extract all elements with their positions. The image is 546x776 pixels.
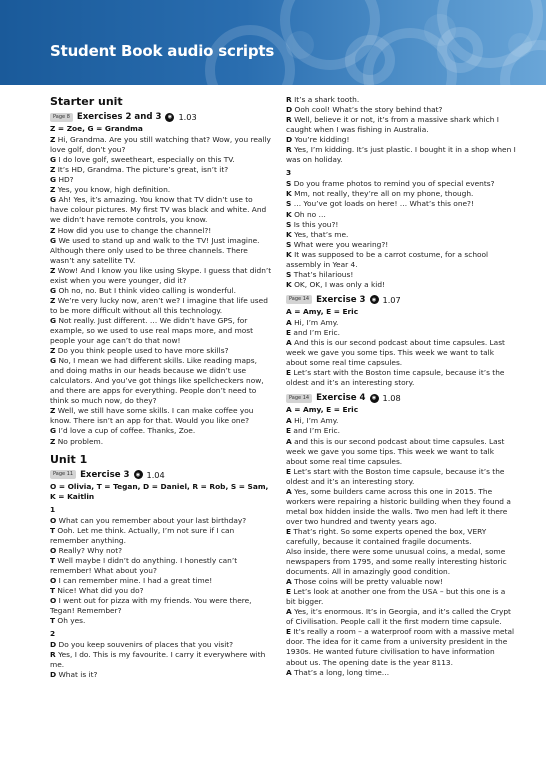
speaker-initial: D xyxy=(286,105,293,115)
dialogue-text: … You’ve got loads on here! … What’s this one?! xyxy=(293,199,474,209)
dialogue-text: HD? xyxy=(58,175,74,185)
dialogue xyxy=(286,179,516,290)
dialogue-text: Yes, you know, high definition. xyxy=(57,185,171,195)
dialogue-text: That’s hilarious! xyxy=(293,269,354,279)
dialogue-text: Not really. Just different. … We didn’t have GPS, for example, so we used to use real maps more, and most people your age can’t do that now! xyxy=(50,315,254,346)
dialogue-line xyxy=(50,356,272,406)
dialogue-line xyxy=(286,627,516,667)
part-number: 2 xyxy=(50,629,56,639)
exercise-header xyxy=(50,112,272,122)
dialogue-text: and I’m Eric. xyxy=(293,328,340,338)
speaker-initial: T xyxy=(50,586,56,596)
dialogue-line xyxy=(286,199,516,209)
dialogue-line xyxy=(286,280,516,290)
dialogue-line xyxy=(50,316,272,346)
speaker-key: O = Olivia, T = Tegan, D = Daniel, R = Rob, S = Sam, K = Kaitlin xyxy=(50,481,269,501)
dialogue-line xyxy=(50,516,272,526)
dialogue-text: Ooh cool! What’s the story behind that? xyxy=(294,105,443,115)
dialogue-line xyxy=(286,607,516,627)
dialogue-text: It was supposed to be a carrot costume, for a school assembly in Year 4. xyxy=(286,249,489,269)
speaker-initial: E xyxy=(286,526,292,536)
dialogue-line xyxy=(50,546,272,556)
dialogue-line xyxy=(50,185,272,195)
dialogue-line xyxy=(286,179,516,189)
dialogue-line xyxy=(286,487,516,527)
speaker-initial: A xyxy=(286,416,292,426)
dialogue-line xyxy=(50,616,272,626)
dialogue-line xyxy=(286,145,516,165)
speaker-initial: A xyxy=(286,317,292,327)
dialogue-text: Also inside, there were some unusual coins, a medal, some newspapers from 1795, and some really interesting historic documents. All in amazingly good condition. xyxy=(286,547,507,577)
speaker-initial: S xyxy=(286,219,292,229)
dialogue-text: Ooh. Let me think. Actually, I’m not sure if I can remember anything. xyxy=(50,525,235,545)
track-number: 1.03 xyxy=(178,112,197,122)
dialogue-text: Mm, not really, they’re all on my phone, though. xyxy=(294,189,474,199)
speaker-initial: Z xyxy=(50,346,56,356)
speaker-key: Z = Zoe, G = Grandma xyxy=(50,124,143,134)
track-number: 1.04 xyxy=(146,469,165,480)
dialogue-line xyxy=(286,135,516,145)
dialogue-line xyxy=(286,95,516,105)
dialogue-line xyxy=(286,210,516,220)
dialogue-text: Yes, some builders came across this one in 2015. The workers were repairing a historic building when they found a metal box hidden inside the walls. Two men had left it there over two hundred and twenty years ago. xyxy=(286,486,511,526)
dialogue-line xyxy=(50,596,272,616)
track-number: 1.08 xyxy=(382,393,401,404)
dialogue-text: Do you frame photos to remind you of special events? xyxy=(293,179,495,189)
speaker-initial: G xyxy=(50,426,57,436)
dialogue-text: And this is our second podcast about time capsules. Last week we gave you some tips. This week we want to talk about some real time capsules. xyxy=(286,338,505,368)
dialogue-text: No problem. xyxy=(57,436,104,446)
dialogue-text: That’s right. So some experts opened the box, VERY carefully, because it contained fragile documents. xyxy=(286,526,487,546)
speaker-initial: R xyxy=(286,95,292,104)
speaker-initial: K xyxy=(286,249,292,259)
speaker-initial: R xyxy=(286,145,292,155)
dialogue-text: We used to stand up and walk to the TV! Just imagine. Although there only used to be three channels. There wasn’t any satellite TV. xyxy=(50,235,260,265)
dialogue-text: Yes, that’s me. xyxy=(294,229,349,239)
dialogue xyxy=(50,135,272,446)
speaker-initial: Z xyxy=(50,135,56,145)
audio-icon: ◉ xyxy=(134,470,143,479)
dialogue-text: Yes, it’s enormous. It’s in Georgia, and it’s called the Crypt of Civilisation. People call it the first modern time capsule. xyxy=(286,607,511,627)
dialogue-text: I can remember mine. I had a great time! xyxy=(58,576,213,586)
dialogue-line xyxy=(50,670,272,680)
dialogue-line xyxy=(50,226,272,236)
dialogue-line xyxy=(286,467,516,487)
dialogue-text: Ah! Yes, it’s amazing. You know that TV didn’t use to have colour pictures. My first TV was black and white. And we didn’t have remote controls, you know. xyxy=(50,195,267,225)
exercise-title: Exercises 2 and 3 xyxy=(76,112,162,122)
dialogue-text: I do love golf, sweetheart, especially on this TV. xyxy=(58,155,235,165)
dialogue-line xyxy=(50,586,272,596)
page-tag: Page 8 xyxy=(50,113,73,122)
dialogue-line xyxy=(286,437,516,467)
dialogue-text: Do you keep souvenirs of places that you visit? xyxy=(58,640,234,650)
speaker-initial: O xyxy=(50,545,57,555)
speaker-initial: E xyxy=(286,627,292,637)
audio-icon: ◉ xyxy=(370,295,379,304)
dialogue-text: What is it? xyxy=(58,670,98,680)
dialogue-text: Let’s start with the Boston time capsule, because it’s the oldest and it’s an interesting story. xyxy=(286,466,505,486)
speaker-initial: E xyxy=(286,466,292,476)
dialogue-line xyxy=(286,270,516,280)
dialogue-line xyxy=(50,650,272,670)
dialogue-line xyxy=(286,577,516,587)
dialogue-line xyxy=(286,587,516,607)
dialogue-line xyxy=(50,296,272,316)
dialogue-text: Hi, I’m Amy. xyxy=(294,317,339,327)
speaker-initial: E xyxy=(286,587,292,597)
speaker-initial: D xyxy=(286,135,293,145)
dialogue-line xyxy=(286,547,516,577)
dialogue-text: Let’s look at another one from the USA – but this one is a bit bigger. xyxy=(286,587,506,607)
dialogue xyxy=(50,640,272,680)
dialogue-line xyxy=(286,115,516,135)
dialogue-text: Do you think people used to have more skills? xyxy=(57,346,229,356)
dialogue-line xyxy=(286,368,516,388)
dialogue-line xyxy=(50,346,272,356)
dialogue-line xyxy=(50,165,272,175)
track-number: 1.07 xyxy=(382,294,401,305)
dialogue xyxy=(286,416,516,677)
dialogue-text: Hi, Grandma. Are you still watching that? Wow, you really love golf, don’t you? xyxy=(50,135,271,155)
dialogue-line xyxy=(286,416,516,426)
dialogue-text: How did you use to change the channel?! xyxy=(57,225,212,235)
speaker-initial: S xyxy=(286,239,292,249)
dialogue-text: Is this you?! xyxy=(293,219,339,229)
speaker-initial: E xyxy=(286,328,292,338)
dialogue-text: It’s a shark tooth. xyxy=(294,95,360,104)
speaker-initial: K xyxy=(286,279,292,289)
dialogue-line xyxy=(50,195,272,225)
dialogue xyxy=(286,95,516,165)
dialogue-text: What were you wearing?! xyxy=(293,239,389,249)
dialogue-text: Well, we still have some skills. I can make coffee you know. There isn’t an app for that. Would you like one? xyxy=(50,406,254,426)
dialogue-line xyxy=(50,556,272,576)
unit-title-starter: Starter unit xyxy=(50,95,123,108)
page-tag: Page 14 xyxy=(286,394,312,403)
page-tag: Page 14 xyxy=(286,295,312,304)
dialogue-line xyxy=(50,175,272,185)
speaker-initial: O xyxy=(50,596,57,606)
dialogue-line xyxy=(286,105,516,115)
speaker-initial: T xyxy=(50,555,56,565)
dialogue-line xyxy=(286,230,516,240)
speaker-initial: Z xyxy=(50,165,56,175)
dialogue-line xyxy=(286,318,516,328)
dialogue-line xyxy=(50,640,272,650)
dialogue-line xyxy=(286,338,516,368)
dialogue-text: Wow! And I know you like using Skype. I guess that didn’t exist when you were younger, did it? xyxy=(50,265,272,285)
speaker-initial: K xyxy=(286,209,292,219)
speaker-initial: G xyxy=(50,195,57,205)
speaker-initial: G xyxy=(50,315,57,325)
dialogue-text: Those coins will be pretty valuable now! xyxy=(294,577,443,587)
exercise-header xyxy=(50,470,272,480)
dialogue-line xyxy=(286,240,516,250)
dialogue-line xyxy=(50,286,272,296)
part-number: 1 xyxy=(50,504,56,514)
speaker-initial: S xyxy=(286,179,292,189)
speaker-initial: A xyxy=(286,667,292,677)
speaker-initial: Z xyxy=(50,406,56,416)
part-number: 3 xyxy=(286,168,292,178)
dialogue-line xyxy=(50,437,272,447)
speaker-initial: A xyxy=(286,436,292,446)
dialogue-line xyxy=(286,527,516,547)
page-title: Student Book audio scripts xyxy=(50,42,275,60)
dialogue-line xyxy=(50,236,272,266)
dialogue-line xyxy=(286,426,516,436)
speaker-initial: T xyxy=(50,616,56,626)
dialogue-text: and I’m Eric. xyxy=(293,426,340,436)
speaker-initial: Z xyxy=(50,295,56,305)
dialogue-text: Well maybe I didn’t do anything. I honestly can’t remember! What about you? xyxy=(50,555,238,575)
unit-title-unit1: Unit 1 xyxy=(50,452,88,466)
speaker-initial: G xyxy=(50,235,57,245)
speaker-initial: G xyxy=(50,285,57,295)
speaker-initial: A xyxy=(286,486,292,496)
dialogue-line xyxy=(50,406,272,426)
speaker-initial: R xyxy=(286,115,292,125)
dialogue-line xyxy=(50,266,272,286)
dialogue-text: Oh no, no. But I think video calling is wonderful. xyxy=(58,285,236,295)
dialogue-line xyxy=(286,328,516,338)
speaker-initial: G xyxy=(50,356,57,366)
speaker-initial: G xyxy=(50,175,57,185)
speaker-initial: Z xyxy=(50,265,56,275)
dialogue xyxy=(286,318,516,388)
dialogue-text: Well, believe it or not, it’s from a massive shark which I caught when I was fishing in Australia. xyxy=(286,115,499,135)
dialogue-text: Nice! What did you do? xyxy=(57,586,144,596)
dialogue-text: Oh yes. xyxy=(57,616,86,626)
dialogue-text: Really? Why not? xyxy=(58,545,123,555)
dialogue-text: Oh no … xyxy=(294,209,326,219)
speaker-initial: D xyxy=(50,640,57,650)
dialogue-text: You’re kidding! xyxy=(294,135,350,145)
left-column xyxy=(50,95,272,680)
right-column xyxy=(286,95,516,678)
speaker-initial: A xyxy=(286,607,292,617)
dialogue-text: What can you remember about your last birthday? xyxy=(58,515,247,525)
dialogue-text: We’re very lucky now, aren’t we? I imagine that life used to be more difficult without all this technology. xyxy=(50,295,268,315)
speaker-initial: S xyxy=(286,199,292,209)
speaker-initial: Z xyxy=(50,225,56,235)
speaker-key: A = Amy, E = Eric xyxy=(286,405,359,415)
exercise-title: Exercise 3 xyxy=(80,469,130,480)
speaker-initial: A xyxy=(286,338,292,348)
speaker-initial: Z xyxy=(50,436,56,446)
dialogue-text: I went out for pizza with my friends. You were there, Tegan! Remember? xyxy=(50,596,252,616)
speaker-initial: S xyxy=(286,269,292,279)
dialogue-text: No, I mean we had different skills. Like reading maps, and doing maths in our heads because we didn’t use calculators. And you’ve got things like spellcheckers now, and there are apps for everything. People don’t need to think so much now, do they? xyxy=(50,356,264,406)
dialogue-line xyxy=(286,220,516,230)
dialogue xyxy=(50,516,272,627)
speaker-initial: K xyxy=(286,229,292,239)
speaker-initial: O xyxy=(50,576,57,586)
dialogue-line xyxy=(50,155,272,165)
dialogue-line xyxy=(50,576,272,586)
speaker-initial: R xyxy=(50,650,56,660)
dialogue-line xyxy=(50,426,272,436)
exercise-title: Exercise 4 xyxy=(316,393,366,404)
dialogue-line xyxy=(286,668,516,678)
audio-icon: ◉ xyxy=(165,113,174,122)
exercise-header xyxy=(286,295,516,305)
dialogue-text: and this is our second podcast about time capsules. Last week we gave you some tips. This week we want to talk about some real time capsules. xyxy=(286,436,505,466)
speaker-initial: T xyxy=(50,525,56,535)
dialogue-line xyxy=(50,526,272,546)
speaker-initial: D xyxy=(50,670,57,680)
speaker-initial: K xyxy=(286,189,292,199)
speaker-initial: E xyxy=(286,426,292,436)
dialogue-text: It’s really a room – a waterproof room with a massive metal door. The idea for it came from a university president in the 1930s. He wanted future civilisation to have information about us. The opening date is the year 8113. xyxy=(286,627,515,667)
page-tag: Page 11 xyxy=(50,470,76,479)
dialogue-text: Yes, I’m kidding. It’s just plastic. I bought it in a shop when I was on holiday. xyxy=(286,145,516,165)
speaker-initial: O xyxy=(50,515,57,525)
dialogue-text: Yes, I do. This is my favourite. I carry it everywhere with me. xyxy=(50,650,266,670)
dialogue-line xyxy=(50,135,272,155)
speaker-initial: A xyxy=(286,577,292,587)
dialogue-line xyxy=(286,250,516,270)
dialogue-text: That’s a long, long time… xyxy=(294,667,390,677)
dialogue-text: I’d love a cup of coffee. Thanks, Zoe. xyxy=(58,426,196,436)
dialogue-text: Let’s start with the Boston time capsule, because it’s the oldest and it’s an interesting story. xyxy=(286,368,505,388)
dialogue-line xyxy=(286,189,516,199)
audio-icon: ◉ xyxy=(370,394,379,403)
exercise-header xyxy=(286,393,516,403)
speaker-initial: Z xyxy=(50,185,56,195)
dialogue-text: OK, OK, I was only a kid! xyxy=(294,279,385,289)
exercise-title: Exercise 3 xyxy=(316,294,366,305)
speaker-initial: E xyxy=(286,368,292,378)
speaker-initial: G xyxy=(50,155,57,165)
speaker-key: A = Amy, E = Eric xyxy=(286,306,359,316)
dialogue-text: It’s HD, Grandma. The picture’s great, isn’t it? xyxy=(57,165,229,175)
header-banner xyxy=(0,0,546,85)
dialogue-text: Hi, I’m Amy. xyxy=(294,416,339,426)
